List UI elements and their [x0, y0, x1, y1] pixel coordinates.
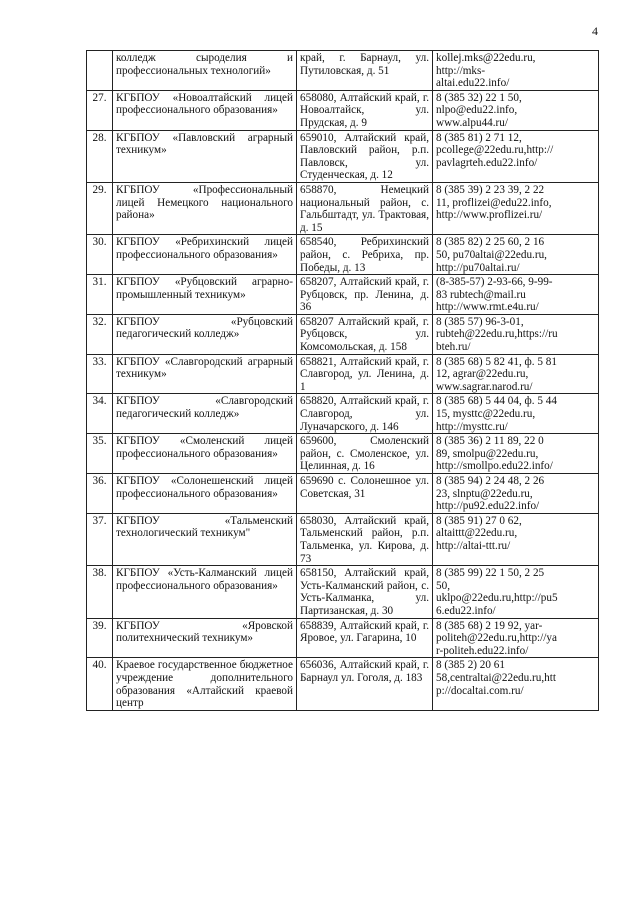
institution-contacts: 8 (385 68) 2 19 92, yar- politeh@22edu.ru,http://ya r-politeh.edu22.info/ — [433, 618, 599, 658]
row-number: 29. — [87, 182, 113, 234]
row-number: 28. — [87, 130, 113, 182]
row-number: 27. — [87, 90, 113, 130]
institution-contacts: 8 (385 68) 5 82 41, ф. 5 81 12, agrar@22edu.ru, www.sagrar.narod.ru/ — [433, 354, 599, 394]
table-row — [87, 566, 599, 618]
institution-name: КГБПОУ «Павловский аграрный техникум» — [113, 130, 297, 182]
row-number: 30. — [87, 235, 113, 275]
table-row — [87, 275, 599, 315]
institution-contacts: 8 (385 99) 22 1 50, 2 25 50, uklpo@22edu.ru,http://pu5 6.edu22.info/ — [433, 566, 599, 618]
page-number: 4 — [592, 24, 598, 38]
institution-address: 656036, Алтайский край, г. Барнаул ул. Гоголя, д. 183 — [297, 658, 433, 710]
row-number: 33. — [87, 354, 113, 394]
row-number: 36. — [87, 474, 113, 514]
institution-address: 659010, Алтайский край, Павловский район, р.п. Павловск, ул. Студенческая, д. 12 — [297, 130, 433, 182]
table-row — [87, 354, 599, 394]
institution-contacts: 8 (385 2) 20 61 58,centraltai@22edu.ru,htt p://docaltai.com.ru/ — [433, 658, 599, 710]
institution-address: 658080, Алтайский край, г. Новоалтайск, ул. Прудская, д. 9 — [297, 90, 433, 130]
institution-contacts: 8 (385 39) 2 23 39, 2 22 11, proflizei@edu22.info, http://www.proflizei.ru/ — [433, 182, 599, 234]
institution-name: КГБПОУ «Славгородский аграрный техникум» — [113, 354, 297, 394]
table-row — [87, 130, 599, 182]
institution-address: 658207 Алтайский край, г. Рубцовск, ул. Комсомольская, д. 158 — [297, 314, 433, 354]
institution-name: колледж сыроделия и профессиональных технологий» — [113, 51, 297, 91]
table-row — [87, 618, 599, 658]
institution-name: КГБПОУ «Профессиональный лицей Немецкого национального района» — [113, 182, 297, 234]
table-row — [87, 434, 599, 474]
institution-contacts: 8 (385 32) 22 1 50, nlpo@edu22.info, www.alpu44.ru/ — [433, 90, 599, 130]
institution-contacts: 8 (385 68) 5 44 04, ф. 5 44 15, mysttc@22edu.ru, http://mysttc.ru/ — [433, 394, 599, 434]
institution-name: КГБПОУ «Усть-Калманский лицей профессионального образования» — [113, 566, 297, 618]
row-number: 39. — [87, 618, 113, 658]
institution-name: КГБПОУ «Ребрихинский лицей профессионального образования» — [113, 235, 297, 275]
table-row — [87, 394, 599, 434]
institution-name: КГБПОУ «Солонешенский лицей профессионального образования» — [113, 474, 297, 514]
table-row — [87, 182, 599, 234]
institution-contacts: 8 (385 91) 27 0 62, altaittt@22edu.ru, http://altai-ttt.ru/ — [433, 513, 599, 565]
institution-address: 658207, Алтайский край, г. Рубцовск, пр. Ленина, д. 36 — [297, 275, 433, 315]
institution-address: 659690 с. Солонешное ул. Советская, 31 — [297, 474, 433, 514]
institutions-table-body — [87, 51, 599, 711]
institution-name: КГБПОУ «Тальменский технологический техникум" — [113, 513, 297, 565]
institutions-table — [86, 50, 599, 711]
institution-contacts: kollej.mks@22edu.ru, http://mks- altai.edu22.info/ — [433, 51, 599, 91]
table-row — [87, 90, 599, 130]
institution-address: 658150, Алтайский край, Усть-Калманский район, с. Усть-Калманка, ул. Партизанская, д. 30 — [297, 566, 433, 618]
row-number: 37. — [87, 513, 113, 565]
institution-name: КГБПОУ «Славгородский педагогический колледж» — [113, 394, 297, 434]
row-number: 40. — [87, 658, 113, 710]
table-row — [87, 513, 599, 565]
row-number: 31. — [87, 275, 113, 315]
institution-contacts: 8 (385 81) 2 71 12, pcollege@22edu.ru,http:// pavlagrteh.edu22.info/ — [433, 130, 599, 182]
institution-address: 659600, Смоленский район, с. Смоленское, ул. Целинная, д. 16 — [297, 434, 433, 474]
institution-name: КГБПОУ «Рубцовский педагогический колледж» — [113, 314, 297, 354]
table-row — [87, 235, 599, 275]
institution-contacts: (8-385-57) 2-93-66, 9-99- 83 rubtech@mail.ru http://www.rmt.e4u.ru/ — [433, 275, 599, 315]
institution-name: КГБПОУ «Новоалтайский лицей профессионального образования» — [113, 90, 297, 130]
row-number: 34. — [87, 394, 113, 434]
institution-address: 658820, Алтайский край, г. Славгород, ул. Луначарского, д. 146 — [297, 394, 433, 434]
institution-name: КГБПОУ «Рубцовский аграрно-промышленный техникум» — [113, 275, 297, 315]
institution-address: 658030, Алтайский край, Тальменский район, р.п. Тальменка, ул. Кирова, д. 73 — [297, 513, 433, 565]
institution-contacts: 8 (385 82) 2 25 60, 2 16 50, pu70altai@22edu.ru, http://pu70altai.ru/ — [433, 235, 599, 275]
institution-name: КГБПОУ «Смоленский лицей профессионального образования» — [113, 434, 297, 474]
row-number: 38. — [87, 566, 113, 618]
institution-contacts: 8 (385 36) 2 11 89, 22 0 89, smolpu@22edu.ru, http://smollpo.edu22.info/ — [433, 434, 599, 474]
institution-name: Краевое государственное бюджетное учреждение дополнительного образования «Алтайский краевой центр — [113, 658, 297, 710]
table-row — [87, 474, 599, 514]
table-row — [87, 51, 599, 91]
row-number — [87, 51, 113, 91]
institution-address: 658821, Алтайский край, г. Славгород, ул. Ленина, д. 1 — [297, 354, 433, 394]
row-number: 35. — [87, 434, 113, 474]
row-number: 32. — [87, 314, 113, 354]
institution-address: 658839, Алтайский край, г. Яровое, ул. Гагарина, 10 — [297, 618, 433, 658]
institution-contacts: 8 (385 94) 2 24 48, 2 26 23, slnptu@22edu.ru, http://pu92.edu22.info/ — [433, 474, 599, 514]
institution-address: край, г. Барнаул, ул. Путиловская, д. 51 — [297, 51, 433, 91]
institution-contacts: 8 (385 57) 96-3-01, rubteh@22edu.ru,https://ru bteh.ru/ — [433, 314, 599, 354]
table-row — [87, 658, 599, 710]
institution-name: КГБПОУ «Яровской политехнический техникум» — [113, 618, 297, 658]
institution-address: 658540, Ребрихинский район, с. Ребриха, пр. Победы, д. 13 — [297, 235, 433, 275]
institution-address: 658870, Немецкий национальный район, с. Гальбштадт, ул. Трактовая, д. 15 — [297, 182, 433, 234]
table-row — [87, 314, 599, 354]
